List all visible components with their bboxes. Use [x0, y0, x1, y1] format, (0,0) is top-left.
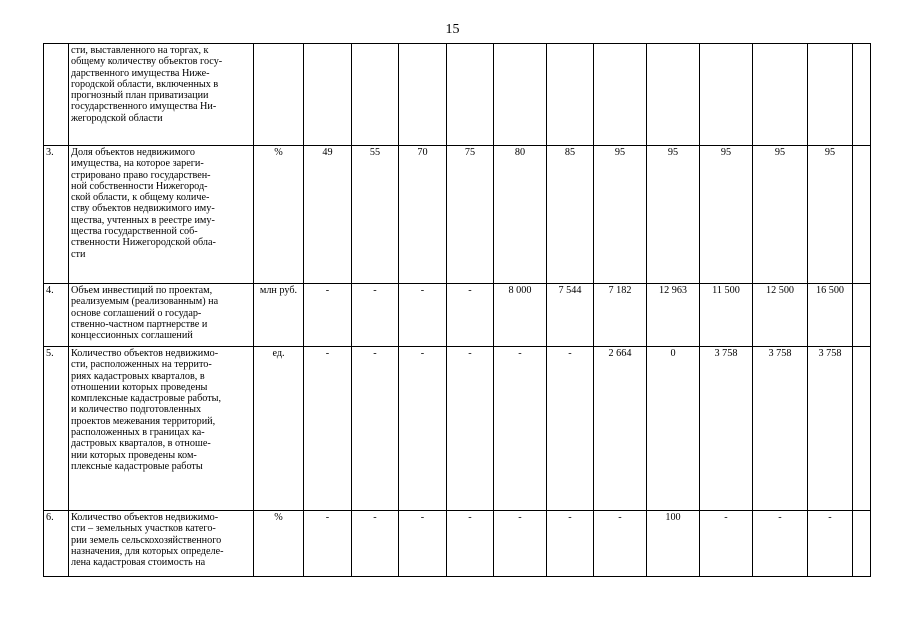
- description-line: сти: [71, 248, 86, 260]
- row-number: 4.: [44, 284, 69, 347]
- row-number: 3.: [44, 146, 69, 284]
- value-cell: 12 500: [753, 284, 808, 347]
- value-cell: [753, 44, 808, 146]
- value-cell: 7 182: [594, 284, 647, 347]
- description-line: Доля объектов недвижимого: [71, 147, 195, 158]
- indicator-description: [69, 146, 254, 284]
- indicator-description: [69, 284, 254, 347]
- description-line: ной собственности Нижегород-: [71, 180, 208, 192]
- description-line: сти, расположенных на террито-: [71, 359, 212, 371]
- value-cell: [853, 146, 871, 284]
- description-line: жегородской области: [71, 112, 163, 124]
- description-line: лена кадастровая стоимость на: [71, 557, 206, 569]
- value-cell: -: [304, 511, 352, 577]
- value-cell: -: [808, 511, 853, 577]
- value-cell: 55: [352, 146, 399, 284]
- description-line: риях кадастровых кварталов, в: [71, 370, 205, 382]
- value-cell: 3 758: [700, 347, 753, 511]
- value-cell: [808, 44, 853, 146]
- description-line: ственности Нижегородской обла-: [71, 237, 216, 249]
- description-line: плексные кадастровые работы: [71, 460, 203, 472]
- description-line: прогнозный план приватизации: [71, 90, 209, 102]
- value-cell: -: [700, 511, 753, 577]
- description-line: щества, учтенных в реестре иму-: [71, 214, 215, 226]
- indicators-table: [43, 43, 871, 577]
- value-cell: [547, 44, 594, 146]
- value-cell: [647, 44, 700, 146]
- indicator-description: [69, 511, 254, 577]
- description-line: ской области, к общему количе-: [71, 192, 210, 204]
- value-cell: 80: [494, 146, 547, 284]
- unit-cell: млн руб.: [254, 284, 304, 347]
- value-cell: 95: [647, 146, 700, 284]
- description-line: общему количеству объектов госу-: [71, 56, 223, 68]
- value-cell: 12 963: [647, 284, 700, 347]
- value-cell: 2 664: [594, 347, 647, 511]
- value-cell: [447, 44, 494, 146]
- description-line: нии которых проведены ком-: [71, 449, 197, 461]
- table-row: [44, 284, 871, 347]
- value-cell: [853, 511, 871, 577]
- row-number: [44, 44, 69, 146]
- value-cell: [304, 44, 352, 146]
- value-cell: -: [352, 347, 399, 511]
- value-cell: -: [447, 284, 494, 347]
- row-number: 5.: [44, 347, 69, 511]
- description-line: концессионных соглашений: [71, 330, 193, 342]
- value-cell: [853, 44, 871, 146]
- table-row: [44, 347, 871, 511]
- value-cell: -: [447, 511, 494, 577]
- description-line: стрировано право государствен-: [71, 169, 211, 181]
- description-line: ству объектов недвижимого иму-: [71, 203, 215, 215]
- description-line: имущества, на которое зареги-: [71, 158, 204, 170]
- unit-cell: ед.: [254, 347, 304, 511]
- description-line: городской области, включенных в: [71, 78, 219, 90]
- description-line: расположенных в границах ка-: [71, 427, 205, 439]
- value-cell: [853, 284, 871, 347]
- value-cell: -: [304, 284, 352, 347]
- value-cell: [399, 44, 447, 146]
- row-number: 6.: [44, 511, 69, 577]
- description-line: назначения, для которых определе-: [71, 545, 224, 557]
- description-line: сти – земельных участков катего-: [71, 523, 216, 535]
- description-line: щества государственной соб-: [71, 226, 198, 238]
- description-line: Количество объектов недвижимо-: [71, 348, 219, 359]
- value-cell: 95: [700, 146, 753, 284]
- value-cell: -: [399, 347, 447, 511]
- value-cell: -: [399, 284, 447, 347]
- indicator-description: [69, 44, 254, 146]
- unit-cell: %: [254, 511, 304, 577]
- value-cell: 49: [304, 146, 352, 284]
- table-row: [44, 44, 871, 146]
- value-cell: -: [447, 347, 494, 511]
- value-cell: [352, 44, 399, 146]
- value-cell: 3 758: [753, 347, 808, 511]
- description-line: государственного имущества Ни-: [71, 101, 217, 113]
- value-cell: -: [547, 347, 594, 511]
- value-cell: 7 544: [547, 284, 594, 347]
- description-line: сти, выставленного на торгах, к: [71, 45, 209, 56]
- description-line: комплексные кадастровые работы,: [71, 393, 222, 405]
- table-row: [44, 511, 871, 577]
- value-cell: -: [494, 511, 547, 577]
- description-line: ственно-частном партнерстве и: [71, 318, 208, 330]
- value-cell: -: [547, 511, 594, 577]
- description-line: проектов межевания территорий,: [71, 415, 216, 427]
- page-number: 15: [445, 22, 460, 37]
- value-cell: 16 500: [808, 284, 853, 347]
- value-cell: -: [352, 511, 399, 577]
- value-cell: 70: [399, 146, 447, 284]
- value-cell: 95: [594, 146, 647, 284]
- description-line: рии земель сельскохозяйственного: [71, 534, 222, 546]
- description-line: и количество подготовленных: [71, 404, 202, 416]
- description-line: реализуемым (реализованным) на: [71, 296, 219, 308]
- description-line: основе соглашений о государ-: [71, 307, 202, 319]
- value-cell: -: [304, 347, 352, 511]
- value-cell: 95: [753, 146, 808, 284]
- value-cell: -: [494, 347, 547, 511]
- value-cell: 75: [447, 146, 494, 284]
- value-cell: 3 758: [808, 347, 853, 511]
- indicator-description: [69, 347, 254, 511]
- value-cell: [594, 44, 647, 146]
- description-line: дарственного имущества Ниже-: [71, 67, 210, 79]
- table-row: [44, 146, 871, 284]
- value-cell: [700, 44, 753, 146]
- value-cell: 11 500: [700, 284, 753, 347]
- description-line: Количество объектов недвижимо-: [71, 512, 219, 523]
- value-cell: [853, 347, 871, 511]
- value-cell: 85: [547, 146, 594, 284]
- value-cell: 100: [647, 511, 700, 577]
- description-line: отношении которых проведены: [71, 381, 208, 393]
- value-cell: -: [753, 511, 808, 577]
- value-cell: -: [399, 511, 447, 577]
- value-cell: 8 000: [494, 284, 547, 347]
- value-cell: -: [594, 511, 647, 577]
- description-line: Объем инвестиций по проектам,: [71, 285, 213, 296]
- value-cell: [494, 44, 547, 146]
- value-cell: 0: [647, 347, 700, 511]
- unit-cell: %: [254, 146, 304, 284]
- unit-cell: [254, 44, 304, 146]
- value-cell: 95: [808, 146, 853, 284]
- value-cell: -: [352, 284, 399, 347]
- description-line: дастровых кварталов, в отноше-: [71, 438, 211, 450]
